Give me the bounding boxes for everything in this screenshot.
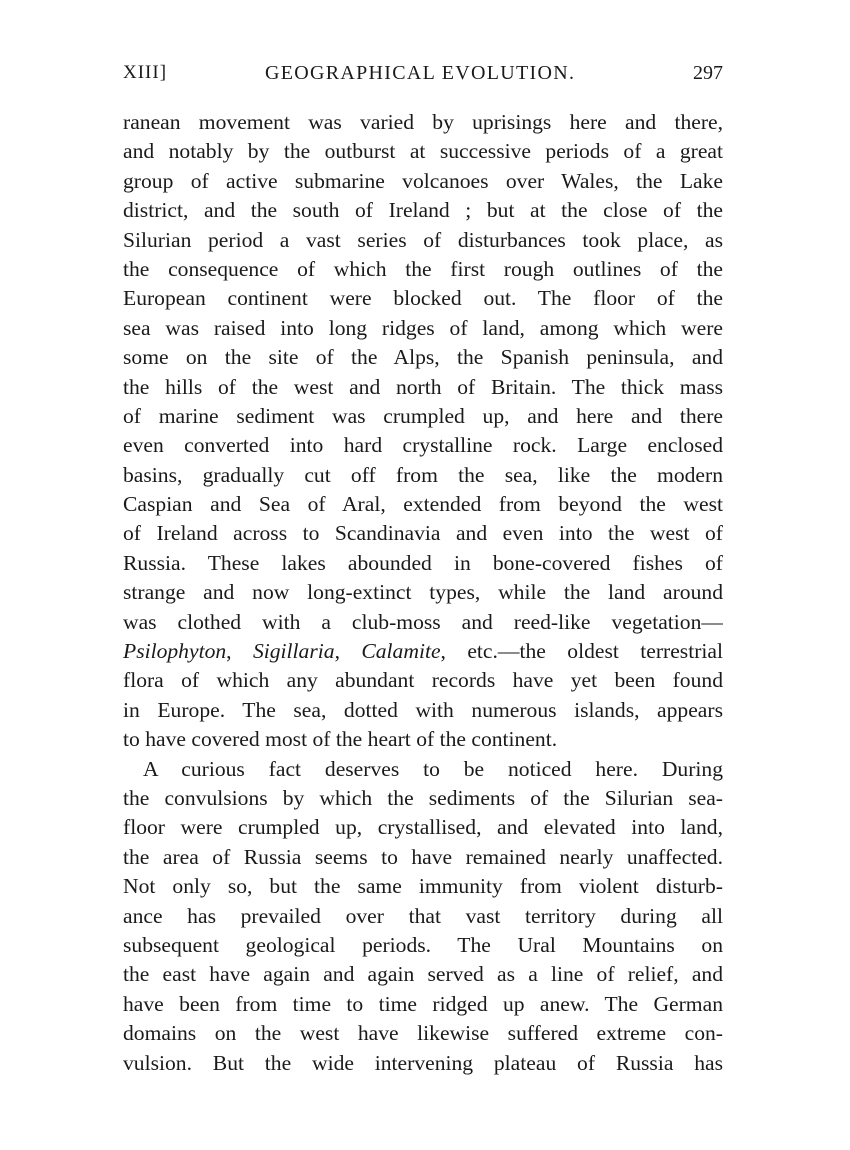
text-line: the east have again and again served as a line of relief, and (123, 962, 723, 987)
text-line: basins, gradually cut off from the sea, like the modern (123, 462, 723, 487)
text-line: A curious fact deserves to be noticed here. During (143, 756, 723, 781)
text-line: of marine sediment was crumpled up, and here and there (123, 403, 723, 428)
text-line: ranean movement was varied by uprisings here and there, (123, 110, 723, 134)
text-line: of Ireland across to Scandinavia and even into the west of (123, 521, 723, 546)
text-line: and notably by the outburst at successive periods of a great (123, 139, 723, 164)
page-number: 297 (693, 62, 723, 84)
line-remainder: , etc.—the oldest terrestrial (440, 639, 723, 664)
text-line: was clothed with a club-moss and reed-like vegetation— (123, 609, 723, 634)
text-line: the area of Russia seems to have remained nearly unaffected. (123, 844, 723, 869)
separator: , (334, 639, 362, 664)
chapter-number: XIII] (123, 62, 168, 83)
text-line: European continent were blocked out. The floor of the (123, 286, 723, 311)
text-line: the hills of the west and north of Britain. The thick mass (123, 374, 723, 399)
text-line: domains on the west have likewise suffered extreme con- (123, 1021, 723, 1046)
running-title: GEOGRAPHICAL EVOLUTION. (265, 62, 576, 84)
text-line: have been from time to time ridged up anew. The German (123, 991, 723, 1016)
genus-name: Psilophyton (123, 639, 227, 664)
text-line: to have covered most of the heart of the continent. (123, 727, 558, 752)
text-line: in Europe. The sea, dotted with numerous islands, appears (123, 697, 723, 722)
body-text (123, 108, 723, 1078)
text-line: flora of which any abundant records have yet been found (123, 668, 723, 693)
text-line: sea was raised into long ridges of land, among which were (123, 315, 723, 340)
text-line: strange and now long-extinct types, while the land around (123, 580, 723, 605)
separator: , (226, 639, 253, 664)
text-line-genera (123, 637, 723, 666)
text-line: Russia. These lakes abounded in bone-covered fishes of (123, 550, 723, 575)
text-line: even converted into hard crystalline rock. Large enclosed (123, 433, 723, 458)
genus-name: Sigillaria (252, 639, 335, 664)
genus-name: Calamite (361, 639, 441, 664)
text-line: the consequence of which the first rough outlines of the (123, 256, 723, 281)
paragraph (123, 108, 723, 755)
paragraph (123, 755, 723, 1078)
text-line: Not only so, but the same immunity from violent disturb- (123, 874, 723, 899)
running-header (123, 62, 723, 92)
text-line: Silurian period a vast series of disturbances took place, as (123, 227, 723, 252)
text-line: vulsion. But the wide intervening plateau of Russia has (123, 1050, 723, 1075)
text-line: Caspian and Sea of Aral, extended from beyond the west (123, 492, 723, 517)
text-line: some on the site of the Alps, the Spanish peninsula, and (123, 345, 723, 370)
text-line: district, and the south of Ireland ; but at the close of the (123, 198, 723, 223)
text-line: the convulsions by which the sediments of the Silurian sea- (123, 785, 723, 810)
text-line: group of active submarine volcanoes over Wales, the Lake (123, 168, 723, 193)
text-line: subsequent geological periods. The Ural Mountains on (123, 932, 723, 957)
text-line: ance has prevailed over that vast territory during all (123, 903, 723, 928)
text-line: floor were crumpled up, crystallised, and elevated into land, (123, 815, 723, 840)
